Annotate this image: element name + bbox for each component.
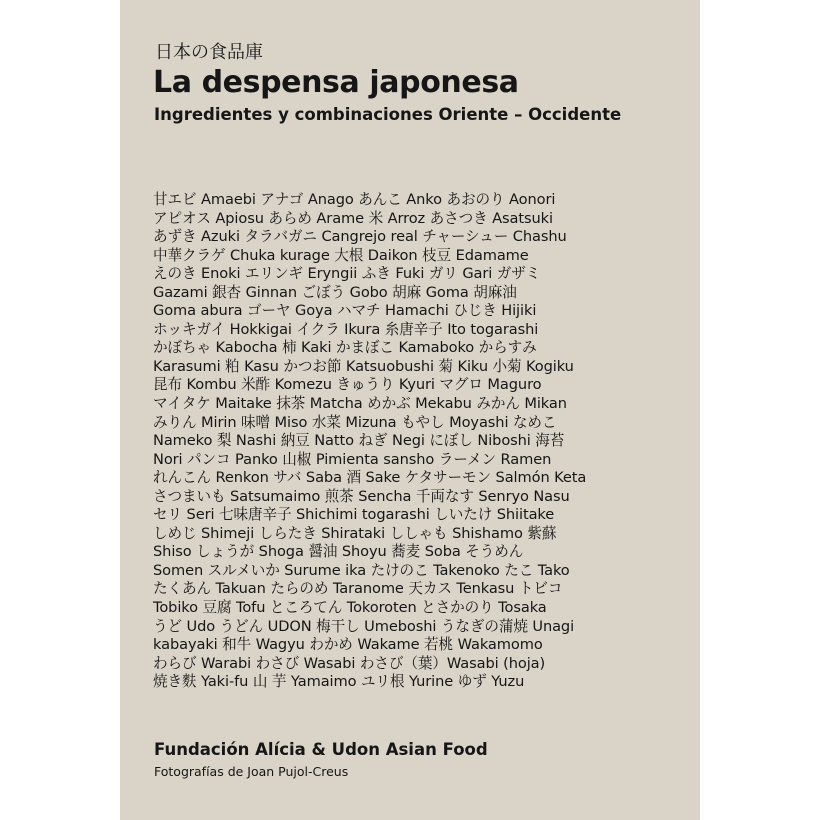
ingredient-line: セリ Seri 七味唐辛子 Shichimi togarashi しいたけ Shiitake: [153, 506, 555, 524]
book-cover: [120, 0, 700, 820]
ingredient-line: みりん Mirin 味噌 Miso 水菜 Mizuna もやし Moyashi なめこ: [153, 413, 557, 431]
publisher: Fundación Alícia & Udon Asian Food: [154, 740, 488, 759]
ingredient-line: Shiso しょうが Shoga 醤油 Shoyu 蕎麦 Soba そうめん: [153, 543, 524, 561]
ingredient-line: アピオス Apiosu あらめ Arame 米 Arroz あさつき Asatsuki: [153, 209, 553, 227]
ingredient-line: Nori パンコ Panko 山椒 Pimienta sansho ラーメン Ramen: [153, 450, 552, 468]
ingredient-line: わらび Warabi わさび Wasabi わさび（葉）Wasabi (hoja): [153, 654, 546, 672]
photographer-credit: Fotografías de Joan Pujol-Creus: [154, 764, 349, 779]
book-subtitle: Ingredientes y combinaciones Oriente – Occidente: [154, 105, 622, 124]
ingredient-line: マイタケ Maitake 抹茶 Matcha めかぶ Mekabu みかん Mikan: [153, 395, 567, 413]
ingredient-line: えのき Enoki エリンギ Eryngii ふき Fuki ガリ Gari ガザミ: [153, 265, 541, 283]
ingredient-line: Goma abura ゴーヤ Goya ハマチ Hamachi ひじき Hijiki: [153, 302, 537, 320]
ingredient-line: kabayaki 和牛 Wagyu わかめ Wakame 若桃 Wakamomo: [153, 636, 543, 654]
ingredient-line: うど Udo うどん UDON 梅干し Umeboshi うなぎの蒲焼 Unagi: [153, 617, 575, 635]
japanese-title: 日本の食品庫: [155, 42, 263, 63]
ingredient-line: れんこん Renkon サバ Saba 酒 Sake ケタサーモン Salmón Keta: [153, 469, 587, 487]
ingredient-line: Tobiko 豆腐 Tofu ところてん Tokoroten とさかのり Tosaka: [153, 599, 547, 617]
book-title: La despensa japonesa: [153, 65, 519, 100]
ingredient-list: [153, 191, 643, 692]
ingredient-line: さつまいも Satsumaimo 煎茶 Sencha 千両なす Senryo Nasu: [153, 487, 570, 505]
ingredient-line: Somen スルメいか Surume ika たけのこ Takenoko たこ Tako: [153, 561, 570, 579]
ingredient-line: 昆布 Kombu 米酢 Komezu きゅうり Kyuri マグロ Maguro: [153, 376, 542, 394]
ingredient-line: たくあん Takuan たらのめ Taranome 天カス Tenkasu トビコ: [153, 580, 563, 598]
ingredient-line: かぼちゃ Kabocha 柿 Kaki かまぼこ Kamaboko からすみ: [153, 339, 537, 357]
ingredient-line: Karasumi 粕 Kasu かつお節 Katsuobushi 菊 Kiku 小菊 Kogiku: [153, 357, 574, 375]
ingredient-line: 中華クラゲ Chuka kurage 大根 Daikon 枝豆 Edamame: [153, 246, 529, 264]
ingredient-line: 甘エビ Amaebi アナゴ Anago あんこ Anko あおのり Aonori: [153, 191, 556, 208]
ingredient-line: 焼き麩 Yaki-fu 山 芋 Yamaimo ユリ根 Yurine ゆず Yuzu: [153, 673, 525, 691]
ingredient-line: しめじ Shimeji しらたき Shirataki ししゃも Shishamo 紫蘇: [153, 524, 557, 542]
ingredient-line: Gazami 銀杏 Ginnan ごぼう Gobo 胡麻 Goma 胡麻油: [153, 283, 517, 301]
ingredient-line: あずき Azuki タラバガニ Cangrejo real チャーシュー Chashu: [153, 228, 567, 246]
ingredient-line: ホッキガイ Hokkigai イクラ Ikura 糸唐辛子 Ito togarashi: [153, 320, 539, 338]
ingredient-line: Nameko 梨 Nashi 納豆 Natto ねぎ Negi にぼし Niboshi 海苔: [153, 432, 565, 450]
